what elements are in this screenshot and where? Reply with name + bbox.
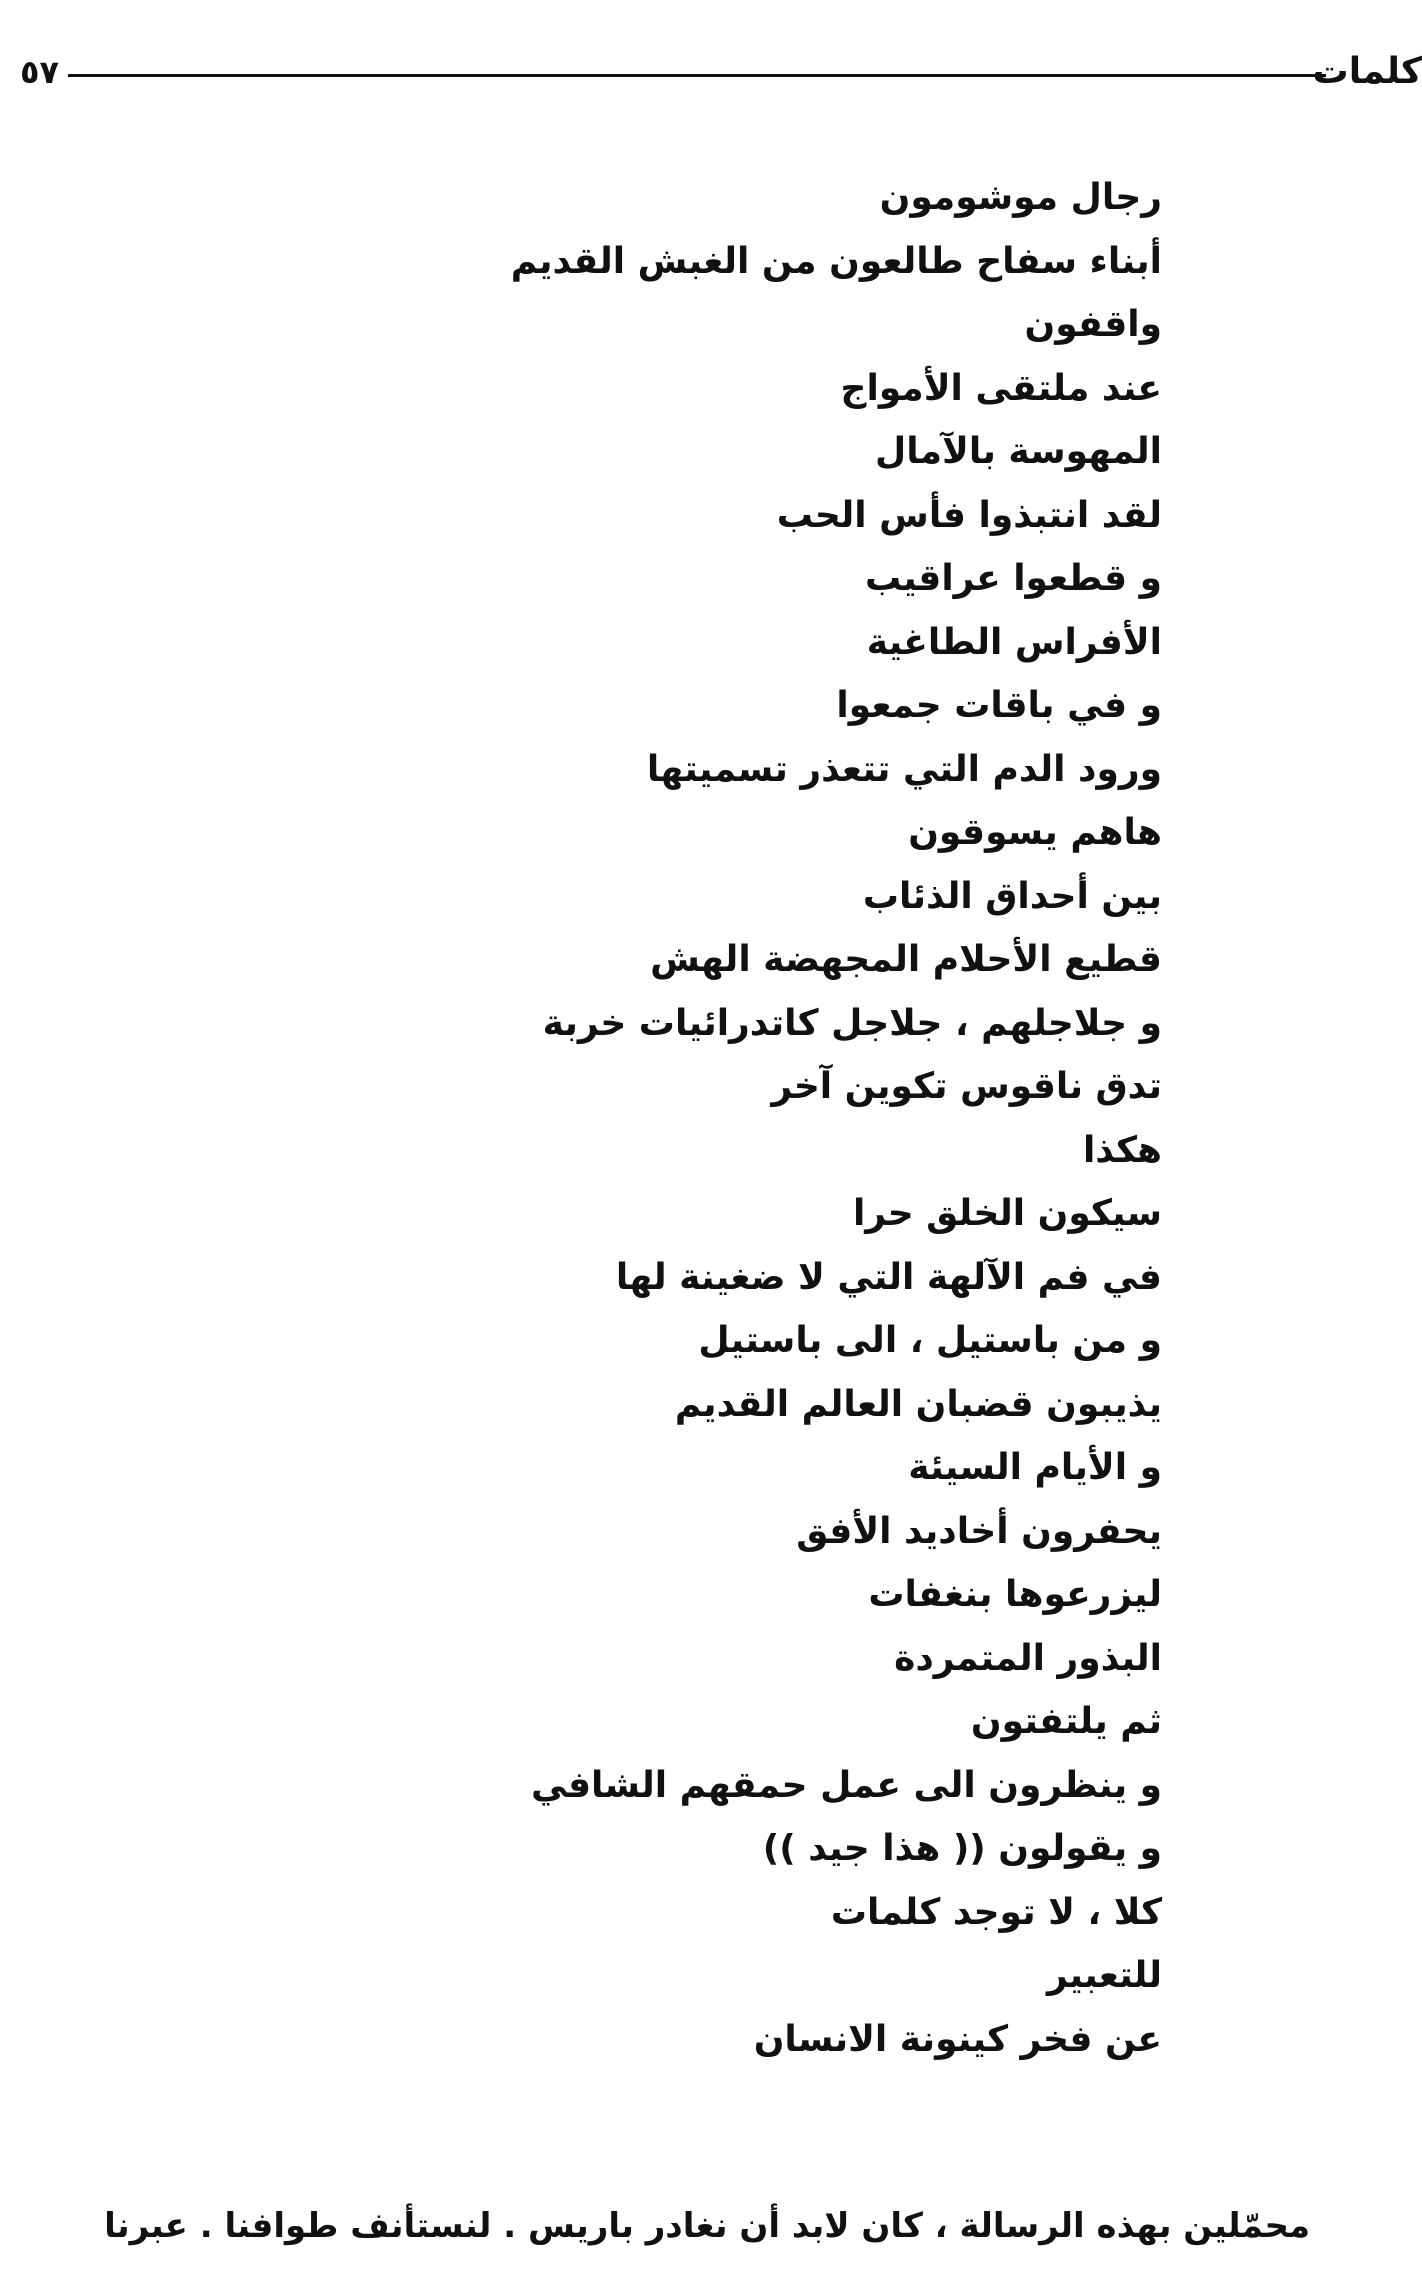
- poem-line: هكذا: [1082, 1129, 1162, 1171]
- poem-line: للتعبير: [1046, 1955, 1162, 1996]
- page-number: ٥٧: [20, 53, 60, 91]
- poem-line: و يقولون (( هذا جيد )): [762, 1828, 1162, 1869]
- poem-line: بين أحداق الذئاب: [862, 875, 1162, 917]
- poem-line: و ينظرون الى عمل حمقهم الشافي: [531, 1764, 1162, 1806]
- poem-line: هاهم يسوقون: [908, 812, 1162, 853]
- poem-line: سيكون الخلق حرا: [852, 1193, 1162, 1234]
- poem-line: و الأيام السيئة: [908, 1447, 1162, 1488]
- poem: [402, 166, 1162, 2071]
- poem-line: و من باستيل ، الى باستيل: [698, 1320, 1162, 1361]
- poem-line: كلا ، لا توجد كلمات: [830, 1891, 1162, 1933]
- poem-line: رجال موشومون: [879, 177, 1162, 218]
- poem-line: قطيع الأحلام المجهضة الهش: [650, 939, 1162, 980]
- poem-line: عند ملتقى الأمواج: [840, 367, 1162, 409]
- poem-line: عن فخر كينونة الانسان: [753, 2018, 1162, 2060]
- page-header: [20, 52, 1422, 92]
- poem-line: ثم يلتفتون: [970, 1701, 1162, 1742]
- poem-line: الأفراس الطاغية: [866, 621, 1162, 663]
- poem-line: ليزرعوها بنغفات: [868, 1574, 1162, 1615]
- poem-line: في فم الآلهة التي لا ضغينة لها: [615, 1256, 1162, 1298]
- poem-line: تدق ناقوس تكوين آخر: [771, 1066, 1162, 1107]
- poem-line: البذور المتمردة: [894, 1637, 1162, 1679]
- poem-line: المهوسة بالآمال: [875, 431, 1162, 472]
- poem-line: و قطعوا عراقيب: [864, 558, 1162, 599]
- running-title: كلمات: [1312, 51, 1422, 92]
- poem-line: ورود الدم التي تتعذر تسميتها: [646, 748, 1162, 790]
- header-rule: [68, 74, 1326, 77]
- poem-line: يذيبون قضبان العالم القديم: [674, 1383, 1162, 1425]
- poem-line: واقفون: [1024, 304, 1162, 345]
- poem-line: لقد انتبذوا فأس الحب: [776, 494, 1162, 536]
- poem-line: و جلاجلهم ، جلاجل كاتدرائيات خربة: [542, 1002, 1162, 1044]
- poem-line: يحفرون أخاديد الأفق: [796, 1510, 1162, 1552]
- prose-paragraph: محمّلين بهذه الرسالة ، كان لابد أن نغادر باريس . لنستأنف طوافنا . عبرنا: [104, 2206, 1310, 2246]
- poem-line: و في باقات جمعوا: [836, 685, 1162, 726]
- poem-line: أبناء سفاح طالعون من الغبش القديم: [510, 240, 1162, 282]
